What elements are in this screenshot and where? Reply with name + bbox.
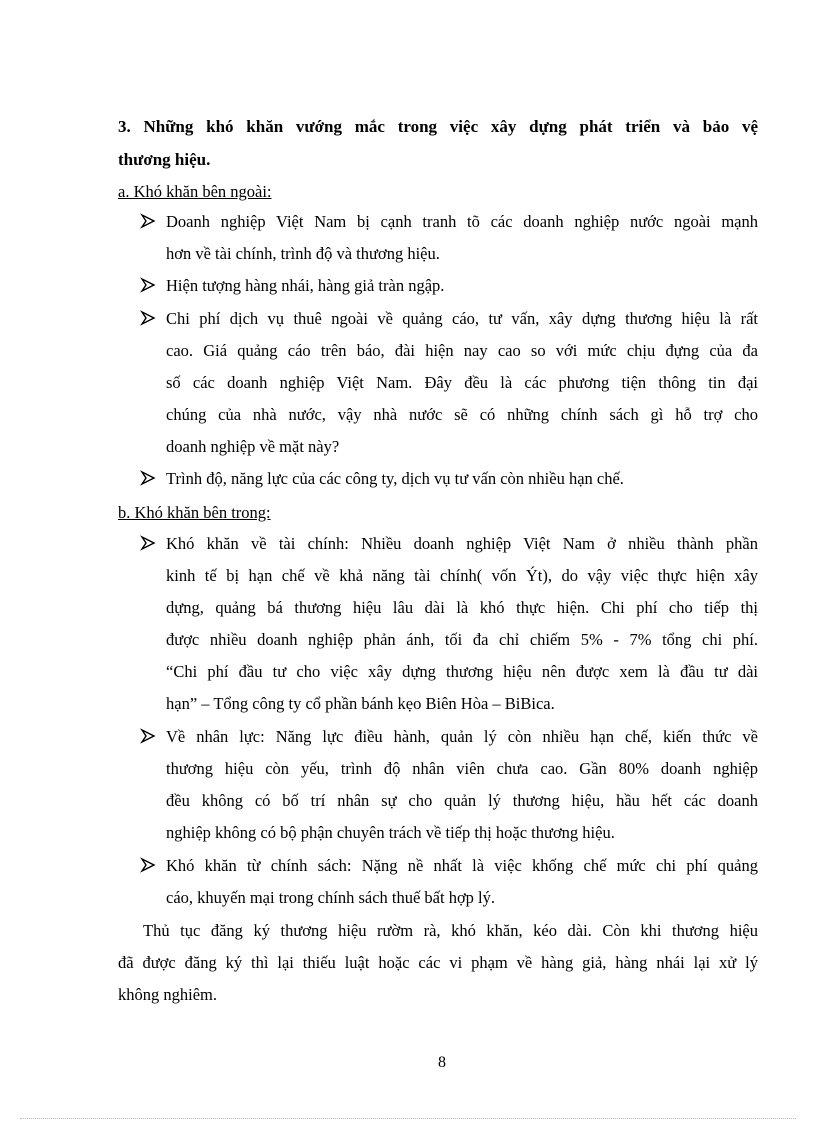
section-heading-line-1: 3. Những khó khăn vướng mắc trong việc xây dựng phát triển và bảo vệ <box>118 117 758 136</box>
arrow-bullet-icon <box>140 213 156 233</box>
list-item-line: Hiện tượng hàng nhái, hàng giả tràn ngập. <box>166 276 445 295</box>
list-item-line: được nhiều doanh nghiệp phản ánh, tối đa chỉ chiếm 5% - 7% tổng chi phí. <box>166 630 758 649</box>
list-item-line: Về nhân lực: Năng lực điều hành, quản lý còn nhiều hạn chế, kiến thức về <box>166 727 758 746</box>
paragraph-line: đã được đăng ký thì lại thiếu luật hoặc các vi phạm về hàng giả, hàng nhái lại xử lý <box>118 953 758 972</box>
list-item-line: chúng của nhà nước, vậy nhà nước sẽ có những chính sách gì hỗ trợ cho <box>166 405 758 424</box>
list-item-line: Khó khăn từ chính sách: Nặng nề nhất là việc khống chế mức chi phí quảng <box>166 856 758 875</box>
list-item-line: hơn về tài chính, trình độ và thương hiệu. <box>166 244 440 263</box>
list-item <box>166 309 758 469</box>
list-item-line: thương hiệu còn yếu, trình độ nhân viên chưa cao. Gần 80% doanh nghiệp <box>166 759 758 778</box>
list-item-line: hạn” – Tổng công ty cổ phần bánh kẹo Biên Hòa – BiBica. <box>166 694 555 713</box>
list-item-line: “Chi phí đầu tư cho việc xây dựng thương hiệu nên được xem là đầu tư dài <box>166 662 758 681</box>
arrow-bullet-icon <box>140 535 156 555</box>
list-item <box>166 469 758 501</box>
arrow-bullet-icon <box>140 310 156 330</box>
arrow-bullet-icon <box>140 857 156 877</box>
list-item <box>166 212 758 276</box>
list-item-line: dựng, quảng bá thương hiệu lâu dài là khó thực hiện. Chi phí cho tiếp thị <box>166 598 758 617</box>
list-item <box>166 276 758 308</box>
list-item-line: cáo, khuyến mại trong chính sách thuế bất hợp lý. <box>166 888 496 907</box>
list-item <box>166 856 758 920</box>
arrow-bullet-icon <box>140 470 156 490</box>
page-number: 8 <box>438 1054 446 1071</box>
list-item-line: kinh tế bị hạn chế về khả năng tài chính( vốn Ýt), do vậy việc thực hiện xây <box>166 566 758 585</box>
list-item-line: Chi phí dịch vụ thuê ngoài về quảng cáo, tư vấn, xây dựng thương hiệu là rất <box>166 309 758 328</box>
list-item-line: số các doanh nghiệp Việt Nam. Đây đều là các phương tiện thông tin đại <box>166 373 758 392</box>
arrow-bullet-icon <box>140 277 156 297</box>
closing-paragraph <box>118 921 758 1017</box>
paragraph-line: Thủ tục đăng ký thương hiệu rườm rà, khó khăn, kéo dài. Còn khi thương hiệu <box>143 921 758 940</box>
list-item-line: Khó khăn về tài chính: Nhiều doanh nghiệp Việt Nam ở nhiều thành phần <box>166 534 758 553</box>
list-item-line: doanh nghiệp về mặt này? <box>166 437 340 456</box>
list-item-line: đều không có bố trí nhân sự cho quản lý thương hiệu, hầu hết các doanh <box>166 791 758 810</box>
arrow-bullet-icon <box>140 728 156 748</box>
subheading-internal: b. Khó khăn bên trong: <box>118 503 271 522</box>
section-heading-line-2: thương hiệu. <box>118 150 211 169</box>
list-item <box>166 727 758 855</box>
list-item-line: cao. Giá quảng cáo trên báo, đài hiện nay cao so với mức chịu đựng của đa <box>166 341 758 360</box>
list-item-line: Trình độ, năng lực của các công ty, dịch vụ tư vấn còn nhiều hạn chế. <box>166 469 624 488</box>
list-item-line: nghiệp không có bộ phận chuyên trách về tiếp thị hoặc thương hiệu. <box>166 823 615 842</box>
list-item-line: Doanh nghiệp Việt Nam bị cạnh tranh tõ các doanh nghiệp nước ngoài mạnh <box>166 212 758 231</box>
subheading-external: a. Khó khăn bên ngoài: <box>118 182 272 201</box>
list-item <box>166 534 758 726</box>
page-bottom-border <box>20 1118 796 1119</box>
paragraph-line: không nghiêm. <box>118 985 217 1004</box>
